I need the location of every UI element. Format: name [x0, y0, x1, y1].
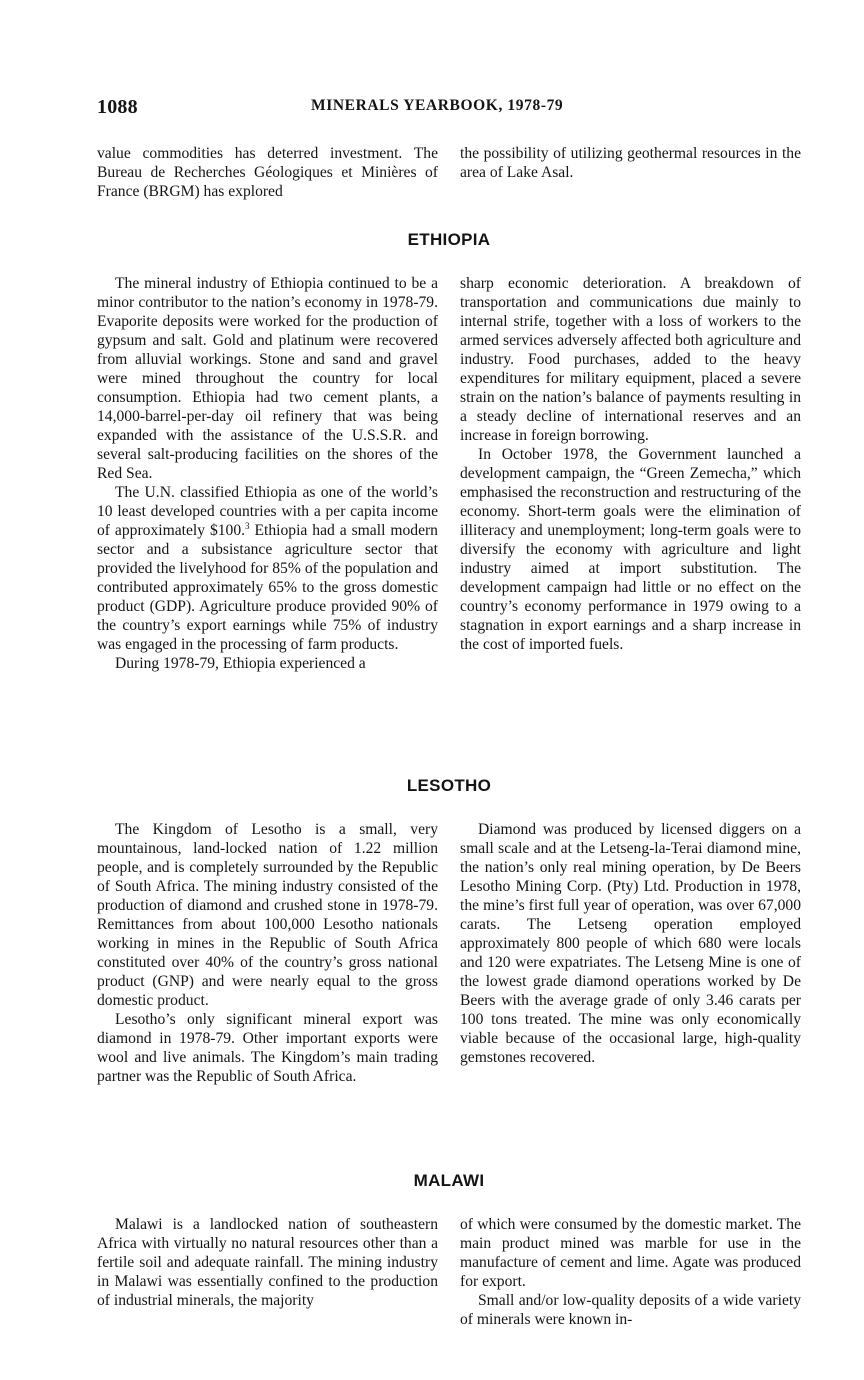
ethiopia-right-column — [460, 274, 801, 654]
ethiopia-paragraph — [97, 483, 438, 654]
page-number: 1088 — [97, 96, 138, 118]
page-header — [0, 96, 864, 122]
lesotho-left-column — [97, 820, 438, 1086]
ethiopia-paragraph: The mineral industry of Ethiopia continued to be a minor contributor to the nation’s economy in 1978-79. Evaporite deposits were worked for the production of gypsum and salt. Gold and platinum were recovered from alluvial workings. Stone and sand and gravel were mined throughout the country for local consumption. Ethiopia had two cement plants, a 14,000-barrel-per-day oil refinery that was being expanded with the assistance of the U.S.S.R. and several salt-producing facilities on the shores of the Red Sea. — [97, 275, 438, 482]
footnote-reference: 3 — [245, 520, 250, 531]
ethiopia-paragraph-text: The U.N. classified Ethiopia as one of the world’s 10 least developed countries with a per capita income of approximately $100. — [97, 484, 438, 539]
malawi-right-column — [460, 1215, 801, 1329]
malawi-paragraph: Small and/or low-quality deposits of a wide variety of minerals were known in- — [460, 1292, 801, 1328]
lesotho-right-column — [460, 820, 801, 1067]
intro-right-paragraph: the possibility of utilizing geothermal resources in the area of Lake Asal. — [460, 145, 801, 181]
malawi-paragraph: of which were consumed by the domestic market. The main product mined was marble for use in the manufacture of cement and lime. Agate was produced for export. — [460, 1216, 801, 1290]
intro-left-paragraph: value commodities has deterred investment. The Bureau de Recherches Géologiques et Minières of France (BRGM) has explored — [97, 145, 438, 200]
lesotho-paragraph: The Kingdom of Lesotho is a small, very mountainous, land-locked nation of 1.22 million people, and is completely surrounded by the Republic of South Africa. The mining industry consisted of the production of diamond and crushed stone in 1978-79. Remittances from about 100,000 Lesotho nationals working in mines in the Republic of South Africa constituted over 40% of the country’s gross national product (GNP) and were nearly equal to the gross domestic product. — [97, 821, 438, 1009]
section-heading-ethiopia: ETHIOPIA — [407, 230, 491, 249]
running-title: MINERALS YEARBOOK, 1978-79 — [311, 97, 564, 114]
malawi-paragraph: Malawi is a landlocked nation of southeastern Africa with virtually no natural resources other than a fertile soil and adequate rainfall. The mining industry in Malawi was essentially confined to the production of industrial minerals, the majority — [97, 1216, 438, 1309]
lesotho-paragraph: Diamond was produced by licensed diggers on a small scale and at the Letseng-la-Terai diamond mine, the nation’s only real mining operation, by De Beers Lesotho Mining Corp. (Pty) Ltd. Production in 1978, the mine’s first full year of operation, was over 67,000 carats. The Letseng operation employed approximately 800 people of which 680 were locals and 120 were expatriates. The Letseng Mine is one of the lowest grade diamond operations worked by De Beers with the average grade of only 3.46 carats per 100 tons treated. The mine was only economically viable because of the occasional large, high-quality gemstones recovered. — [460, 821, 801, 1066]
intro-right-column — [460, 144, 801, 182]
malawi-left-column — [97, 1215, 438, 1310]
section-heading-malawi: MALAWI — [413, 1171, 485, 1190]
lesotho-paragraph: Lesotho’s only significant mineral export was diamond in 1978-79. Other important exports were wool and live animals. The Kingdom’s main trading partner was the Republic of South Africa. — [97, 1011, 438, 1085]
ethiopia-paragraph: In October 1978, the Government launched a development campaign, the “Green Zemecha,” which emphasised the reconstruction and restructuring of the economy. Short-term goals were the elimination of illiteracy and unemployment; long-term goals were to diversify the economy with agriculture and light industry aimed at import substitution. The development campaign had little or no effect on the country’s economy performance in 1979 owing to a stagnation in export earnings and a sharp increase in the cost of imported fuels. — [460, 446, 801, 653]
ethiopia-paragraph: sharp economic deterioration. A breakdown of transportation and communications due mainly to internal strife, together with a loss of workers to the armed services adversely affected both agriculture and industry. Food purchases, added to the heavy expenditures for military equipment, placed a severe strain on the nation’s balance of payments resulting in a steady decline of international reserves and an increase in foreign borrowing. — [460, 275, 801, 444]
intro-left-column — [97, 144, 438, 201]
ethiopia-paragraph-text: Ethiopia had a small modern sector and a subsistance agriculture sector that provided the livelyhood for 85% of the population and contributed approximately 65% to the gross domestic product (GDP). Agriculture produce provided 90% of the country’s export earnings while 75% of industry was engaged in the processing of farm products. — [97, 522, 438, 653]
ethiopia-left-column — [97, 274, 438, 673]
ethiopia-paragraph: During 1978-79, Ethiopia experienced a — [115, 655, 366, 672]
section-heading-lesotho: LESOTHO — [406, 776, 492, 795]
